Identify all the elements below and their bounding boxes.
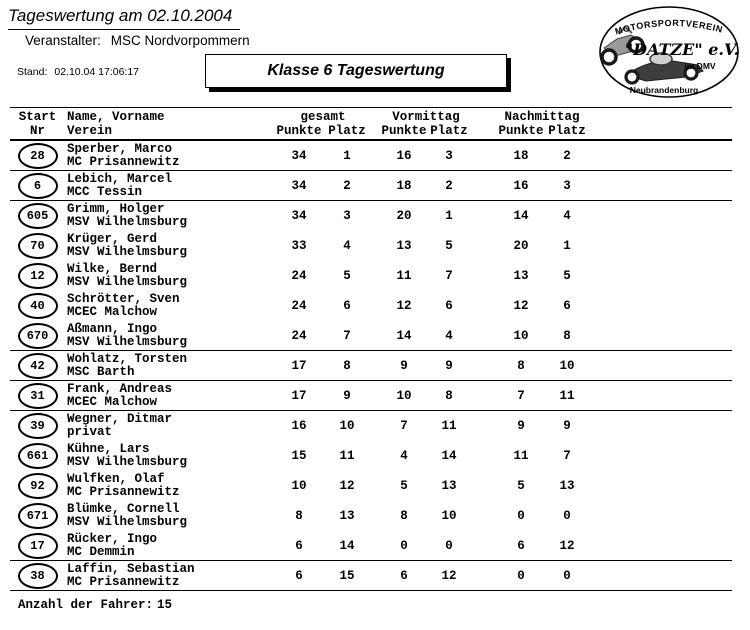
rider-club: privat bbox=[67, 425, 113, 439]
table-row bbox=[10, 531, 732, 561]
gesamt-platz-value: 5 bbox=[343, 269, 351, 283]
rider-name: Aßmann, Ingo bbox=[67, 321, 158, 336]
header-verein: Verein bbox=[67, 124, 113, 138]
vormittag-punkte-value: 0 bbox=[400, 538, 408, 553]
rider-club: MSV Wilhelmsburg bbox=[67, 334, 188, 349]
gesamt-punkte-value: 24 bbox=[291, 299, 307, 313]
header-name: Name, Vorname bbox=[67, 110, 165, 124]
start-number-cell bbox=[10, 233, 65, 259]
start-number-cell bbox=[10, 143, 65, 169]
vormittag-platz-value: 4 bbox=[445, 328, 453, 343]
nachmittag-punkte-value: 14 bbox=[513, 209, 529, 223]
nachmittag-punkte-value: 6 bbox=[517, 538, 525, 553]
gesamt-platz-value: 4 bbox=[343, 239, 351, 253]
nachmittag-platz-value: 1 bbox=[563, 239, 571, 253]
gesamt-platz-value: 6 bbox=[343, 299, 351, 313]
vormittag-platz-value: 11 bbox=[441, 419, 457, 433]
start-number-badge: 70 bbox=[18, 233, 58, 259]
start-number-cell bbox=[10, 353, 65, 379]
rider-cell bbox=[65, 233, 275, 259]
nachmittag-punkte-value: 11 bbox=[513, 449, 529, 463]
header-vormittag-punkte: Punkte bbox=[381, 124, 427, 138]
vormittag-punkte-value: 11 bbox=[396, 269, 412, 283]
nachmittag-punkte-value: 0 bbox=[517, 509, 525, 523]
vormittag-punkte-value: 5 bbox=[400, 479, 408, 493]
class-title-box bbox=[205, 54, 507, 88]
results-table bbox=[10, 107, 732, 591]
table-row bbox=[10, 561, 732, 591]
rider-cell bbox=[65, 473, 275, 499]
status-line bbox=[17, 66, 139, 78]
page-title: Tageswertung am 02.10.2004 bbox=[8, 6, 240, 30]
rider-club: MC Demmin bbox=[67, 544, 135, 559]
start-number-badge: 92 bbox=[18, 473, 58, 499]
table-row bbox=[10, 471, 732, 501]
rider-club: MSV Wilhelmsburg bbox=[67, 215, 188, 229]
start-number-badge: 42 bbox=[18, 353, 58, 379]
vormittag-platz-value: 8 bbox=[445, 388, 453, 403]
nachmittag-punkte-value: 13 bbox=[513, 269, 529, 283]
logo-club-name: "DATZE" e.V. bbox=[624, 40, 740, 59]
vormittag-punkte-value: 9 bbox=[400, 358, 408, 373]
rider-cell bbox=[65, 443, 275, 469]
nachmittag-platz-value: 6 bbox=[563, 299, 571, 313]
gesamt-platz-value: 2 bbox=[343, 178, 351, 193]
rider-name: Wohlatz, Torsten bbox=[67, 351, 188, 366]
header-group-gesamt: gesamt bbox=[300, 110, 346, 124]
gesamt-platz-value: 10 bbox=[339, 419, 355, 433]
start-number-badge: 31 bbox=[18, 383, 58, 409]
rider-cell bbox=[65, 173, 275, 199]
start-number-cell bbox=[10, 323, 65, 349]
rider-name: Rücker, Ingo bbox=[67, 531, 158, 546]
nachmittag-platz-value: 3 bbox=[563, 178, 571, 193]
club-logo bbox=[598, 3, 740, 101]
gesamt-platz-value: 9 bbox=[343, 388, 351, 403]
vormittag-platz-value: 10 bbox=[441, 509, 457, 523]
table-row bbox=[10, 261, 732, 291]
vormittag-punkte-value: 12 bbox=[396, 299, 412, 313]
rider-club: MC Prisannewitz bbox=[67, 574, 180, 589]
vormittag-punkte-value: 6 bbox=[400, 568, 408, 583]
header-vormittag-platz: Platz bbox=[430, 124, 468, 138]
rider-name: Grimm, Holger bbox=[67, 202, 165, 216]
rider-cell bbox=[65, 203, 275, 229]
rider-name: Schrötter, Sven bbox=[67, 292, 180, 306]
vormittag-platz-value: 14 bbox=[441, 449, 457, 463]
gesamt-punkte-value: 10 bbox=[291, 479, 307, 493]
gesamt-punkte-value: 17 bbox=[291, 388, 307, 403]
sidecar-wheel bbox=[626, 71, 638, 83]
vormittag-platz-value: 12 bbox=[441, 568, 457, 583]
gesamt-punkte-value: 24 bbox=[291, 328, 307, 343]
header-nr: Nr bbox=[29, 124, 45, 138]
gesamt-platz-value: 14 bbox=[339, 538, 355, 553]
start-number-cell bbox=[10, 533, 65, 559]
start-number-badge: 605 bbox=[18, 203, 58, 229]
rider-cell bbox=[65, 323, 275, 349]
organizer-value: MSC Nordvorpommern bbox=[110, 33, 250, 48]
start-number-badge: 38 bbox=[18, 563, 58, 589]
start-number-cell bbox=[10, 293, 65, 319]
gesamt-punkte-value: 17 bbox=[291, 358, 307, 373]
start-number-cell bbox=[10, 443, 65, 469]
rider-name: Laffin, Sebastian bbox=[67, 561, 195, 576]
gesamt-punkte-value: 34 bbox=[291, 178, 307, 193]
vormittag-platz-value: 6 bbox=[445, 299, 453, 313]
table-row bbox=[10, 441, 732, 471]
gesamt-punkte-value: 33 bbox=[291, 239, 307, 253]
start-number-cell bbox=[10, 473, 65, 499]
gesamt-punkte-value: 6 bbox=[295, 538, 303, 553]
club-logo-graphic bbox=[598, 3, 740, 101]
class-title: Klasse 6 Tageswertung bbox=[267, 62, 445, 79]
rider-name: Frank, Andreas bbox=[67, 381, 173, 396]
header-start: Start bbox=[18, 110, 57, 124]
vormittag-platz-value: 1 bbox=[445, 209, 453, 223]
organizer-label: Veranstalter: bbox=[25, 33, 101, 48]
start-number-badge: 670 bbox=[18, 323, 58, 349]
nachmittag-punkte-value: 16 bbox=[513, 178, 529, 193]
gesamt-platz-value: 7 bbox=[343, 328, 351, 343]
table-row bbox=[10, 351, 732, 381]
gesamt-platz-value: 8 bbox=[343, 358, 351, 373]
rider-name: Wulfken, Olaf bbox=[67, 472, 165, 486]
vormittag-platz-value: 13 bbox=[441, 479, 457, 493]
rider-name: Wegner, Ditmar bbox=[67, 412, 173, 426]
logo-city: Neubrandenburg bbox=[629, 85, 699, 95]
nachmittag-platz-value: 9 bbox=[563, 419, 571, 433]
start-number-badge: 6 bbox=[18, 173, 58, 199]
vormittag-punkte-value: 13 bbox=[396, 239, 412, 253]
header-group-nachmittag: Nachmittag bbox=[504, 110, 580, 124]
gesamt-platz-value: 15 bbox=[339, 568, 355, 583]
nachmittag-punkte-value: 0 bbox=[517, 568, 525, 583]
rider-club: MCC Tessin bbox=[67, 184, 143, 199]
rider-name: Sperber, Marco bbox=[67, 141, 173, 156]
nachmittag-punkte-value: 20 bbox=[513, 239, 529, 253]
start-number-cell bbox=[10, 383, 65, 409]
gesamt-punkte-value: 34 bbox=[291, 209, 307, 223]
rider-count-value: 15 bbox=[157, 598, 173, 612]
gesamt-punkte-value: 15 bbox=[291, 449, 307, 463]
vormittag-platz-value: 5 bbox=[445, 239, 453, 253]
rider-club: MSV Wilhelmsburg bbox=[67, 245, 188, 259]
start-number-cell bbox=[10, 173, 65, 199]
nachmittag-platz-value: 8 bbox=[563, 328, 571, 343]
header-gesamt-punkte: Punkte bbox=[276, 124, 322, 138]
rider-name: Blümke, Cornell bbox=[67, 502, 180, 516]
gesamt-platz-value: 13 bbox=[339, 509, 355, 523]
rider-club: MSV Wilhelmsburg bbox=[67, 515, 188, 529]
start-number-cell bbox=[10, 203, 65, 229]
start-number-cell bbox=[10, 563, 65, 589]
nachmittag-punkte-value: 9 bbox=[517, 419, 525, 433]
nachmittag-platz-value: 13 bbox=[559, 479, 575, 493]
rider-cell bbox=[65, 263, 275, 289]
table-row bbox=[10, 381, 732, 411]
nachmittag-platz-value: 10 bbox=[559, 358, 575, 373]
vormittag-punkte-value: 20 bbox=[396, 209, 412, 223]
gesamt-punkte-value: 8 bbox=[295, 509, 303, 523]
gesamt-punkte-value: 24 bbox=[291, 269, 307, 283]
nachmittag-platz-value: 2 bbox=[563, 148, 571, 163]
header-group-vormittag: Vormittag bbox=[392, 110, 460, 124]
vormittag-platz-value: 3 bbox=[445, 148, 453, 163]
nachmittag-platz-value: 4 bbox=[563, 209, 571, 223]
nachmittag-punkte-value: 5 bbox=[517, 479, 525, 493]
rider-cell bbox=[65, 503, 275, 529]
vormittag-punkte-value: 8 bbox=[400, 509, 408, 523]
rider-cell bbox=[65, 533, 275, 559]
nachmittag-platz-value: 5 bbox=[563, 269, 571, 283]
start-number-badge: 671 bbox=[18, 503, 58, 529]
rider-club: MCEC Malchow bbox=[67, 305, 158, 319]
table-body bbox=[10, 141, 732, 591]
rider-cell bbox=[65, 383, 275, 409]
table-row bbox=[10, 291, 732, 321]
rider-name: Kühne, Lars bbox=[67, 442, 150, 456]
vormittag-platz-value: 7 bbox=[445, 269, 453, 283]
vormittag-punkte-value: 18 bbox=[396, 178, 412, 193]
nachmittag-platz-value: 0 bbox=[563, 509, 571, 523]
vormittag-platz-value: 9 bbox=[445, 358, 453, 373]
rider-name: Krüger, Gerd bbox=[67, 232, 158, 246]
nachmittag-platz-value: 11 bbox=[559, 388, 575, 403]
nachmittag-punkte-value: 18 bbox=[513, 148, 529, 163]
start-number-badge: 39 bbox=[18, 413, 58, 439]
start-number-badge: 40 bbox=[18, 293, 58, 319]
nachmittag-platz-value: 12 bbox=[559, 538, 575, 553]
rider-cell bbox=[65, 563, 275, 589]
rider-name: Wilke, Bernd bbox=[67, 262, 158, 276]
stand-label: Stand: bbox=[17, 66, 48, 78]
logo-dmv: im DMV bbox=[684, 61, 716, 71]
nachmittag-punkte-value: 8 bbox=[517, 358, 525, 373]
rider-club: MC Prisannewitz bbox=[67, 154, 180, 169]
organizer-line bbox=[25, 33, 250, 48]
gesamt-platz-value: 12 bbox=[339, 479, 355, 493]
start-number-badge: 17 bbox=[18, 533, 58, 559]
vormittag-punkte-value: 14 bbox=[396, 328, 412, 343]
nachmittag-punkte-value: 10 bbox=[513, 328, 529, 343]
start-number-cell bbox=[10, 413, 65, 439]
header-gesamt-platz: Platz bbox=[328, 124, 366, 138]
vormittag-punkte-value: 10 bbox=[396, 388, 412, 403]
logo-club-type: MOTORSPORTVEREIN bbox=[613, 17, 724, 37]
table-row bbox=[10, 171, 732, 201]
vormittag-platz-value: 0 bbox=[445, 538, 453, 553]
gesamt-platz-value: 3 bbox=[343, 209, 351, 223]
vormittag-punkte-value: 16 bbox=[396, 148, 412, 163]
table-row bbox=[10, 231, 732, 261]
vormittag-punkte-value: 4 bbox=[400, 449, 408, 463]
table-row bbox=[10, 321, 732, 351]
nachmittag-platz-value: 7 bbox=[563, 449, 571, 463]
header-nachmittag-punkte: Punkte bbox=[498, 124, 544, 138]
start-number-badge: 12 bbox=[18, 263, 58, 289]
start-number-badge: 661 bbox=[18, 443, 58, 469]
rider-club: MSV Wilhelmsburg bbox=[67, 275, 188, 289]
table-row bbox=[10, 141, 732, 171]
rider-cell bbox=[65, 143, 275, 169]
rider-count-label: Anzahl der Fahrer: bbox=[18, 598, 154, 612]
gesamt-punkte-value: 34 bbox=[291, 148, 307, 163]
rider-cell bbox=[65, 413, 275, 439]
start-number-cell bbox=[10, 263, 65, 289]
table-row bbox=[10, 201, 732, 231]
table-header bbox=[10, 107, 732, 141]
stand-timestamp: 02.10.04 17:06:17 bbox=[54, 66, 140, 78]
motorcycle-wheel bbox=[602, 50, 616, 64]
rider-cell bbox=[65, 293, 275, 319]
gesamt-platz-value: 1 bbox=[343, 148, 351, 163]
rider-club: MC Prisannewitz bbox=[67, 485, 180, 499]
header-nachmittag-platz: Platz bbox=[548, 124, 586, 138]
gesamt-punkte-value: 6 bbox=[295, 568, 303, 583]
gesamt-punkte-value: 16 bbox=[291, 419, 307, 433]
rider-name: Lebich, Marcel bbox=[67, 171, 173, 186]
gesamt-platz-value: 11 bbox=[339, 449, 355, 463]
nachmittag-platz-value: 0 bbox=[563, 568, 571, 583]
rider-club: MSV Wilhelmsburg bbox=[67, 455, 188, 469]
rider-cell bbox=[65, 353, 275, 379]
nachmittag-punkte-value: 12 bbox=[513, 299, 529, 313]
start-number-badge: 28 bbox=[18, 143, 58, 169]
rider-club: MSC Barth bbox=[67, 364, 135, 379]
nachmittag-punkte-value: 7 bbox=[517, 388, 525, 403]
vormittag-platz-value: 2 bbox=[445, 178, 453, 193]
rider-club: MCEC Malchow bbox=[67, 394, 158, 409]
table-row bbox=[10, 411, 732, 441]
rider-count-line bbox=[18, 598, 172, 612]
table-row bbox=[10, 501, 732, 531]
vormittag-punkte-value: 7 bbox=[400, 419, 408, 433]
start-number-cell bbox=[10, 503, 65, 529]
